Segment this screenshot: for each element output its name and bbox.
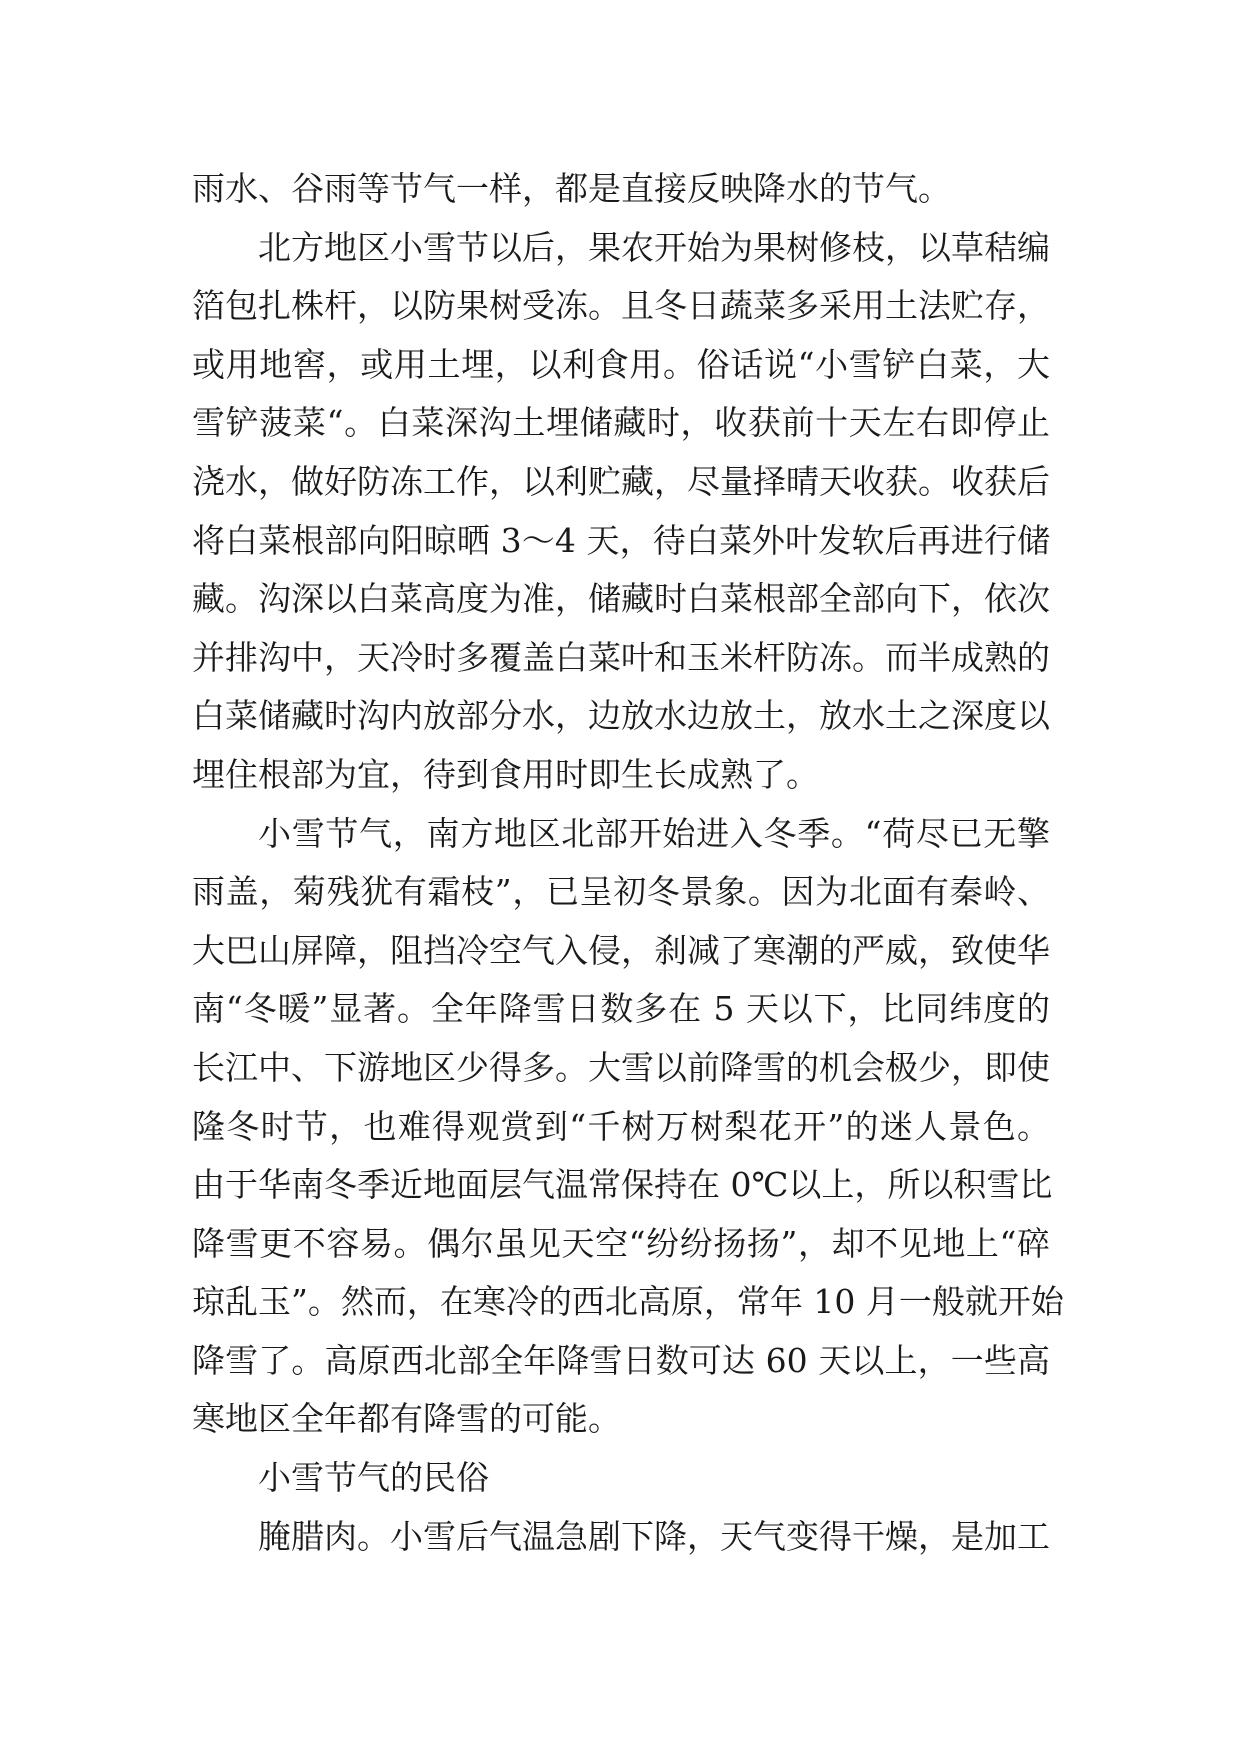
text-line: 降雪了。高原西北部全年降雪日数可达 60 天以上，一些高: [192, 1340, 1050, 1380]
text-line: 雨水、谷雨等节气一样，都是直接反映降水的节气。: [192, 169, 951, 208]
text-line: 隆冬时节，也难得观赏到“千树万树梨花开”的迷人景色。: [192, 1106, 1050, 1146]
text-line: 南“冬暖”显著。全年降雪日数多在 5 天以下，比同纬度的: [192, 989, 1050, 1029]
paragraph-first-line: 北方地区小雪节以后，果农开始为果树修枝，以草秸编: [258, 227, 1050, 267]
text-line: 将白菜根部向阳晾晒 3～4 天，待白菜外叶发软后再进行储: [192, 520, 1050, 560]
text-line: 白菜储藏时沟内放部分水，边放水边放土，放水土之深度以: [192, 696, 1050, 736]
text-line: 降雪更不容易。偶尔虽见天空“纷纷扬扬”，却不见地上“碎: [192, 1223, 1050, 1263]
text-line: 琼乱玉”。然而，在寒冷的西北高原，常年 10 月一般就开始: [192, 1282, 1064, 1322]
text-line: 埋住根部为宜，待到食用时即生长成熟了。: [192, 754, 819, 794]
text-line: 箔包扎株杆，以防果树受冻。且冬日蔬菜多采用土法贮存，: [192, 286, 1050, 326]
text-line: 藏。沟深以白菜高度为准，储藏时白菜根部全部向下，依次: [192, 579, 1050, 619]
paragraph-first-line: 小雪节气，南方地区北部开始进入冬季。“荷尽已无擎: [258, 813, 1050, 853]
text-line: 长江中、下游地区少得多。大雪以前降雪的机会极少，即使: [192, 1047, 1050, 1087]
text-line: 或用地窖，或用土埋，以利食用。俗话说“小雪铲白菜，大: [192, 344, 1050, 384]
text-line: 由于华南冬季近地面层气温常保持在 0℃以上，所以积雪比: [192, 1165, 1053, 1205]
text-line: 浇水，做好防冻工作，以利贮藏，尽量择晴天收获。收获后: [192, 461, 1050, 501]
text-line: 雪铲菠菜“。白菜深沟土埋储藏时，收获前十天左右即停止: [192, 403, 1050, 443]
text-line: 并排沟中，天冷时多覆盖白菜叶和玉米杆防冻。而半成熟的: [192, 637, 1050, 677]
text-line: 雨盖，菊残犹有霜枝”，已呈初冬景象。因为北面有秦岭、: [192, 872, 1050, 912]
document-body: [192, 160, 1064, 1566]
paragraph-first-line: 腌腊肉。小雪后气温急剧下降，天气变得干燥，是加工: [258, 1516, 1050, 1556]
section-heading: 小雪节气的民俗: [258, 1458, 489, 1498]
text-line: 大巴山屏障，阻挡冷空气入侵，刹减了寒潮的严威，致使华: [192, 930, 1050, 970]
text-line: 寒地区全年都有降雪的可能。: [192, 1399, 621, 1439]
